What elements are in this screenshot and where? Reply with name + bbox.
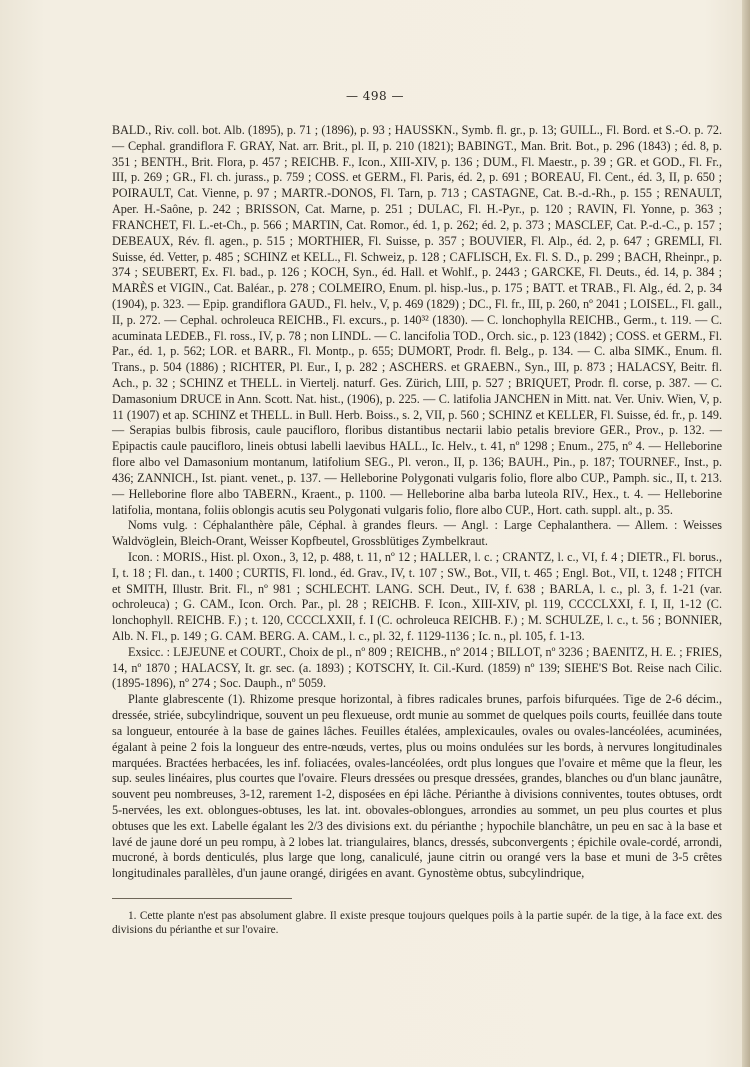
footnote-divider	[112, 898, 292, 899]
iconography-paragraph: Icon. : MORIS., Hist. pl. Oxon., 3, 12, p. 488, t. 11, nº 12 ; HALLER, l. c. ; CRANTZ, l. c., VI, f. 4 ; DIETR., Fl. borus., I, t. 18 ; Fl. dan., t. 1400 ; CURTIS, Fl. lond., éd. Grav., IV, t. 107 ; SW., Bot., VII, t. 465 ; Engl. Bot., VII, t. 1248 ; FITCH et SMITH, Illustr. Brit. Fl., nº 981 ; SCHLECHT. LANG. SCH. Deut., IV, f. 638 ; BARLA, l. c., pl. 3, f. 1-21 (var. ochroleuca) ; G. CAM., Icon. Orch. Par., pl. 28 ; REICHB. F. Icon., XIII-XIV, pl. 119, CCCCLXXI, f. I, II, 1-12 (C. lonchophyll. REICHB. F.) ; t. 120, CCCCLXXII, f. I (C. ochroleuca REICHB. F.) ; M. SCHULZE, l. c., t. 56 ; BONNIER, Alb. N. Fl., p. 149 ; G. CAM. BERG. A. CAM., l. c., pl. 32, f. 1129-1136 ; Ic. n., pl. 105, f. 1-13.	[112, 549, 722, 643]
page-edge-shadow	[742, 0, 750, 1067]
page-number: — 498 —	[345, 89, 405, 103]
footnote: 1. Cette plante n'est pas absolument glabre. Il existe presque toujours quelques poils à la partie supér. de la tige, à la face ext. des divisions du périanthe et sur l'ovaire.	[112, 910, 722, 936]
description-paragraph: Plante glabrescente (1). Rhizome presque horizontal, à fibres radicales brunes, parfois bifurquées. Tige de 2-6 décim., dressée, striée, subcylindrique, souvent un peu flexueuse, ordt munie au sommet de quelques poils courts, feuillée dans toute sa longueur, entourée à la base de gaines lâches. Feuilles étalées, amplexicaules, ovales ou ovales-lancéolées, acuminées, égalant à peine 2 fois la longueur des entre-nœuds, vertes, plus ou moins ondulées sur les bords, à nervures longitudinales marquées. Bractées herbacées, les inf. foliacées, ovales-lancéolées, ordt plus longues que l'ovaire et même que la fleur, les sup. seules linéaires, plus courtes que l'ovaire. Fleurs dressées ou presque dressées, grandes, blanches ou d'un blanc jaunâtre, souvent peu nombreuses, 3-12, rarement 1-2, disposées en épi lâche. Périanthe à divisions conniventes, toutes obtuses, ordt 5-nervées, les ext. oblongues-obtuses, les lat. int. obovales-oblongues, arrondies au sommet, un peu plus courtes et plus obtuses que les ext. Labelle égalant les 2/3 des divisions ext. du périanthe ; hypochile blanchâtre, un peu en sac à la base et lavé de jaune doré un peu rompu, à 2 lobes lat. triangulaires, blancs, dressés, subconvergents ; épichile ovale-cordé, arrondi, mucroné, à bords denticulés, plus large que long, canaliculé, jaune citrin ou orangé vers la base et muni de 3-5 crêtes longitudinales parallèles, d'un jaune orangé, dirigées en avant. Gynostème obtus, subcylindrique,	[112, 692, 722, 881]
exsiccatae-paragraph: Exsicc. : LEJEUNE et COURT., Choix de pl., nº 809 ; REICHB., nº 2014 ; BILLOT, nº 3236 ; BAENITZ, H. E. ; FRIES, 14, nº 1870 ; HALACSY, It. gr. sec. (a. 1893) ; KOTSCHY, It. Cil.-Kurd. (1859) nº 139; SIEHE'S Bot. Reise nach Cilic. (1895-1896), nº 274 ; Soc. Dauph., nº 5059.	[112, 644, 722, 691]
common-names-paragraph: Noms vulg. : Céphalanthère pâle, Céphal. à grandes fleurs. — Angl. : Large Cephalanthera. — Allem. : Weisses Waldvöglein, Bleich-Orant, Weisser Kopfbeutel, Grossblütiges Zymbelkraut.	[112, 518, 722, 549]
synonymy-paragraph: BALD., Riv. coll. bot. Alb. (1895), p. 71 ; (1896), p. 93 ; HAUSSKN., Symb. fl. gr., p. 13; GUILL., Fl. Bord. et S.-O. p. 72. — Cephal. grandiflora F. GRAY, Nat. arr. Brit., pl. II, p. 210 (1821); BABINGT., Man. Brit. Bot., p. 296 (1843) ; éd. 8, p. 351 ; BENTH., Brit. Flora, p. 457 ; REICHB. F., Icon., XIII-XIV, p. 136 ; DUM., Fl. Maestr., p. 39 ; GR. et GOD., Fl. Fr., III, p. 269 ; GR., Fl. ch. jurass., p. 759 ; COSS. et GERM., Fl. Paris, éd. 2, p. 691 ; BOREAU, Fl. Cent., éd. 3, II, p. 650 ; POIRAULT, Cat. Vienne, p. 97 ; MARTR.-DONOS, Fl. Tarn, p. 713 ; CASTAGNE, Cat. B.-d.-Rh., p. 155 ; RENAULT, Aper. H.-Saône, p. 242 ; BRISSON, Cat. Marne, p. 251 ; DULAC, Fl. H.-Pyr., p. 120 ; RAVIN, Fl. Yonne, p. 363 ; FRANCHET, Fl. L.-et-Ch., p. 566 ; MARTIN, Cat. Romor., éd. 1, p. 262; éd. 2, p. 373 ; MASCLEF, Cat. P.-d.-C., p. 157 ; DEBEAUX, Rév. fl. agen., p. 515 ; MORTHIER, Fl. Suisse, p. 357 ; BOUVIER, Fl. Alp., éd. 2, p. 647 ; GREMLI, Fl. Suisse, éd. Vetter, p. 485 ; SCHINZ et KELL., Fl. Schweiz, p. 128 ; CAFLISCH, Ex. Fl. S. D., p. 299 ; BACH, Rheinpr., p. 374 ; SEUBERT, Ex. Fl. bad., p. 126 ; KOCH, Syn., éd. Hall. et Wohlf., p. 2443 ; GARCKE, Fl. Deuts., éd. 14, p. 384 ; MARÈS et VIGIN., Cat. Baléar., p. 278 ; COLMEIRO, Enum. pl. hisp.-lus., p. 175 ; BATT. et TRAB., Fl. Alg., éd. 2, p. 34 (1904), p. 323. — Epip. grandiflora GAUD., Fl. helv., V, p. 469 (1829) ; DC., Fl. fr., III, p. 260, nº 2041 ; LOISEL., Fl. gall., II, p. 272. — Cephal. ochroleuca REICHB., Fl. excurs., p. 140³² (1830). — C. lonchophylla REICHB., Germ., t. 119. — C. acuminata LEDEB., Fl. ross., IV, p. 78 ; non LINDL. — C. lancifolia TOD., Orch. sic., p. 123 (1842) ; COSS. et GERM., Fl. Par., éd. 1, p. 562; LOR. et BARR., Fl. Montp., p. 655; DUMORT, Prodr. fl. Belg., p. 134. — C. alba SIMK., Enum. fl. Trans., p. 504 (1886) ; RICHTER, Pl. Eur., I, p. 282 ; ASCHERS. et GRAEBN., Syn., III, p. 873 ; HALACSY, Beitr. fl. Ach., p. 32 ; SCHINZ et THELL. in Viertelj. naturf. Ges. Zürich, LIII, p. 527 ; BRIQUET, Prodr. fl. corse, p. 387. — C. Damasonium DRUCE in Ann. Scott. Nat. hist., (1906), p. 225. — C. latifolia JANCHEN in Mitt. nat. Ver. Univ. Wien, V, p. 11 (1907) et ap. SCHINZ et THELL. in Bull. Herb. Boiss., s. 2, VII, p. 560 ; SCHINZ et KELLER, Fl. Suisse, éd. fr., p. 149. — Serapias bulbis fibrosis, caule paucifloro, floribus distantibus nectarii labio petalis breviore GER., Prov., p. 132. — Epipactis caule paucifloro, lineis obtusi labelli laevibus HALL., Ic. Helv., t. 41, nº 1298 ; Enum., 275, nº 4. — Helleborine flore albo vel Damasonium montanum, latifolium SEG., Pl. veron., II, p. 136; BAUH., Pin., p. 187; TOURNEF., Inst., p. 436; ZANNICH., Ist. piant. venet., p. 137. — Helleborine Polygonati vulgaris folio, flore albo CUP., Pamph. sic., II, t. 213. — Helleborine flore albo TABERN., Kraent., p. 1100. — Helleborine alba barba luteola RIV., Hex., t. 4. — Helleborine latifolia, montana, foliis oblongis acutis seu Polygonati vulgaris folio, flore albo CUP., Hort. cath. suppl. alt., p. 35.	[112, 123, 722, 517]
main-text	[112, 123, 722, 882]
